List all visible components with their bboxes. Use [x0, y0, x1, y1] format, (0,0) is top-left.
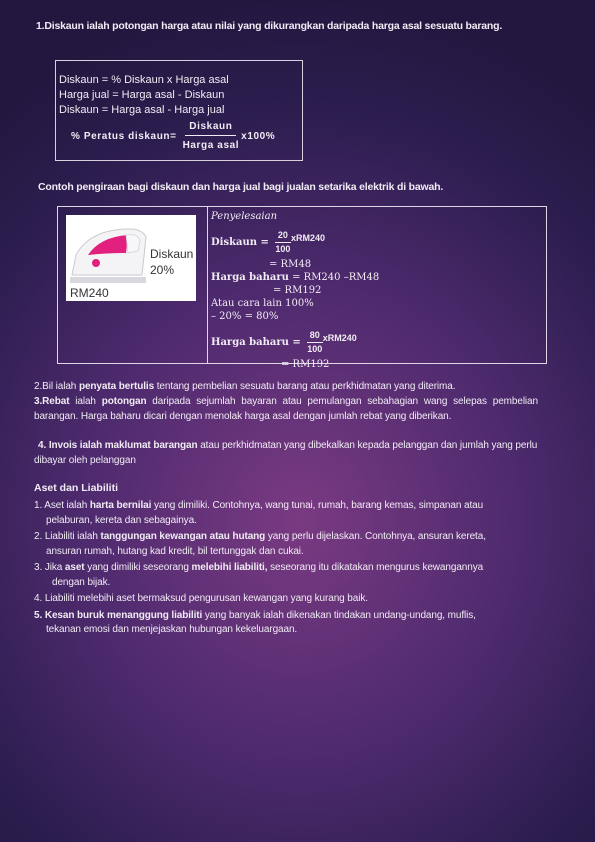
- rebat-mid: ialah: [69, 396, 102, 407]
- discount-fraction-den: 100: [275, 244, 291, 254]
- aset-list: [34, 499, 554, 638]
- alternative-method-2: – 20% = 80%: [211, 311, 279, 322]
- aset-item-1-a: 1. Aset ialah: [34, 500, 90, 511]
- formula-box: [55, 60, 303, 161]
- solution-heading: Penyelesaian: [211, 211, 278, 222]
- new-price-label: Harga baharu: [211, 272, 289, 283]
- aset-item-2-b: yang perlu dijelaskan. Contohnya, ansuran kereta,: [265, 531, 486, 542]
- discount-fraction-num: 20: [275, 229, 291, 243]
- rebat-bold-2: potongan: [101, 396, 147, 407]
- discount-tag-label: Diskaun: [150, 247, 194, 261]
- aset-item-1-bold: harta bernilai: [89, 500, 152, 511]
- aset-item-2-a: 2. Liabiliti ialah: [34, 531, 101, 542]
- aset-item-5-bold: 5. Kesan buruk menanggung liabiliti: [34, 609, 203, 621]
- percent-formula: [59, 119, 302, 153]
- discount-calc: [211, 229, 379, 256]
- alternative-method: Atau cara lain 100%: [211, 298, 314, 309]
- fraction-multiplier: x100%: [241, 130, 276, 142]
- aset-item-3-bold-1: aset: [64, 562, 85, 573]
- aset-item-1-cont: pelaburan, kereta dan sebagainya.: [46, 514, 197, 526]
- discount-tag: [150, 246, 193, 278]
- aset-item-3-a: 3. Jika: [34, 562, 65, 573]
- bil-definition: [34, 380, 544, 395]
- aset-item-3-cont: dengan bijak.: [52, 576, 111, 588]
- fraction-denominator: Harga asal: [182, 140, 240, 151]
- aset-item-3-b: yang dimiliki seseorang: [84, 562, 192, 573]
- aset-item-4: 4. Liabiliti melebihi aset bermaksud pengurusan kewangan yang kurang baik.: [34, 593, 368, 604]
- new-price-fraction-den: 100: [307, 344, 323, 354]
- example-divider: [207, 207, 208, 363]
- new-price-label-2: Harga baharu =: [211, 337, 301, 348]
- rebat-rest: daripada sejumlah bayaran atau pemulangan sebahagian wang selepas pembelian barangan. Harga baharu dicari dengan menolak harga asal dengan jumlah rebat yang diberikan.: [34, 396, 538, 422]
- percent-label: % Peratus diskaun=: [71, 130, 177, 142]
- new-price-fraction-mult: xRM240: [322, 333, 357, 343]
- aset-item-5: [34, 609, 554, 624]
- solution: [211, 210, 379, 371]
- aset-item-3-c: seseorang itu dikatakan mengurus kewangannya: [267, 562, 484, 573]
- aset-item-1: [34, 499, 554, 514]
- rebat-definition: [34, 395, 538, 424]
- new-price-result-2: = RM192: [281, 359, 330, 370]
- percent-fraction: [183, 119, 240, 153]
- intro-definition: 1.Diskaun ialah potongan harga atau nilai yang dikurangkan daripada harga asal sesuatu barang.: [36, 20, 503, 32]
- new-price-calc-2: [211, 329, 379, 356]
- invois-rest: atau perkhidmatan yang dibekalkan kepada pelanggan dan jumlah yang perlu dibayar oleh pelanggan: [34, 440, 538, 466]
- discount-fraction-mult: xRM240: [290, 233, 325, 243]
- invois-bold: 4. Invois ialah maklumat barangan: [38, 440, 198, 451]
- aset-item-2: [34, 530, 554, 545]
- discount-tag-value: 20%: [150, 263, 175, 277]
- formula-line-3: Diskaun = Harga asal - Harga jual: [59, 104, 225, 116]
- new-price-fraction-num: 80: [307, 329, 323, 343]
- bil-rest: tentang pembelian sesuatu barang atau perkhidmatan yang diterima.: [154, 381, 456, 392]
- aset-item-2-bold: tanggungan kewangan atau hutang: [100, 531, 266, 542]
- bil-prefix: 2.Bil ialah: [34, 381, 79, 392]
- iron-product-image: [66, 215, 196, 301]
- new-price-expression: = RM240 –RM48: [292, 272, 380, 283]
- discount-calc-label: Diskaun =: [211, 237, 269, 248]
- example-box: [57, 206, 547, 370]
- aset-item-3-bold-2: melebihi liabiliti,: [191, 562, 268, 573]
- rebat-bold-1: 3.Rebat: [34, 396, 70, 407]
- new-price-result: = RM192: [273, 285, 322, 296]
- aset-item-3: [34, 561, 554, 576]
- aset-item-2-cont: ansuran rumah, hutang kad kredit, bil tertunggak dan cukai.: [46, 545, 304, 557]
- discount-result: = RM48: [269, 259, 312, 270]
- new-price-calc: [211, 271, 379, 284]
- new-price-fraction: [307, 329, 323, 356]
- formula-line-2: Harga jual = Harga asal - Diskaun: [59, 89, 225, 101]
- formula-line-1: Diskaun = % Diskaun x Harga asal: [59, 74, 229, 86]
- aset-item-1-b: yang dimiliki. Contohnya, wang tunai, rumah, barang kemas, simpanan atau: [151, 500, 484, 511]
- invois-definition: [34, 439, 546, 468]
- price-tag: RM240: [70, 286, 109, 300]
- fraction-numerator: Diskaun: [185, 119, 236, 136]
- aset-item-5-cont: tekanan emosi dan menjejaskan hubungan kekeluargaan.: [46, 624, 298, 635]
- aset-item-5-a: yang banyak ialah dikenakan tindakan undang-undang, muflis,: [202, 609, 476, 621]
- discount-fraction: [275, 229, 291, 256]
- example-title: Contoh pengiraan bagi diskaun dan harga jual bagi jualan setarika elektrik di bawah.: [38, 181, 444, 193]
- bil-bold: penyata bertulis: [78, 381, 155, 392]
- aset-heading: Aset dan Liabiliti: [34, 482, 119, 494]
